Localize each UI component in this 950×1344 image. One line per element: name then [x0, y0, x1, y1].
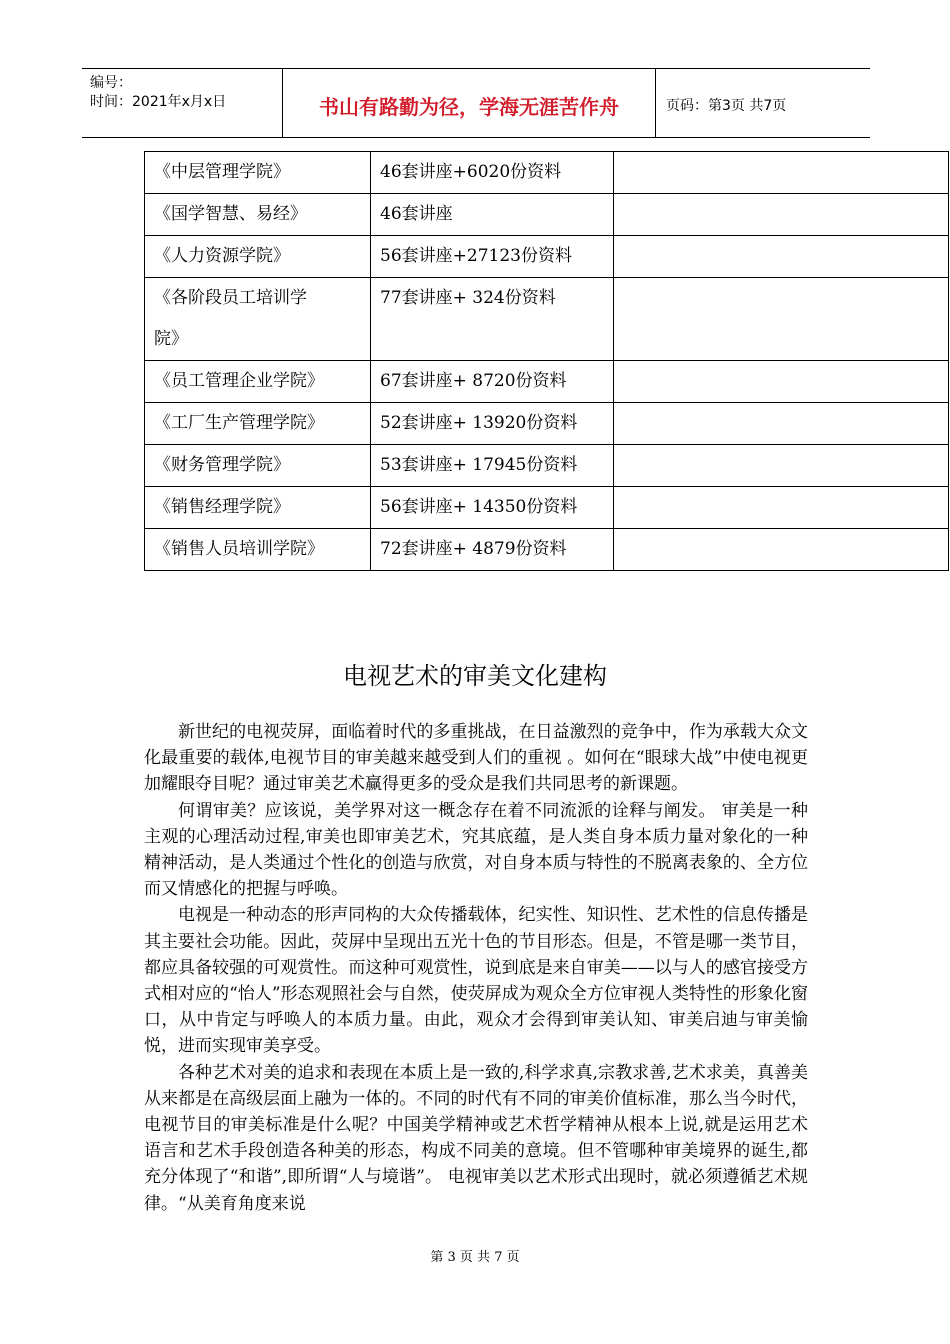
course-note [614, 152, 949, 194]
article-paragraph: 各种艺术对美的追求和表现在本质上是一致的,科学求真,宗教求善,艺术求美，真善美从来都是在高级层面上融为一体的。不同的时代有不同的审美价值标准，那么当今时代，电视节目的审美标准是什么呢？中国美学精神或艺术哲学精神从根本上说,就是运用艺术语言和艺术手段创造各种美的形态，构成不同美的意境。但不管哪种审美境界的诞生,都充分体现了“和谐”,即所谓“人与境谐”。 电视审美以艺术形式出现时，就必须遵循艺术规律。“从美育角度来说 [144, 1062, 808, 1214]
document-time-label: 时间：2021年x月x日 [90, 94, 227, 110]
course-content: 72套讲座+ 4879份资料 [371, 529, 614, 571]
course-table [144, 151, 949, 571]
course-note [614, 236, 949, 278]
article-title: 电视艺术的审美文化建构 [343, 662, 607, 690]
header-motto-cell [283, 69, 656, 137]
table-row [145, 236, 949, 278]
table-row [145, 278, 949, 361]
page-footer: 第 3 页 共 7 页 [430, 1250, 520, 1265]
course-note [614, 445, 949, 487]
course-note [614, 361, 949, 403]
course-note [614, 194, 949, 236]
table-row [145, 487, 949, 529]
course-name: 《财务管理学院》 [145, 445, 371, 487]
course-name: 《员工管理企业学院》 [145, 361, 371, 403]
article-paragraph: 新世纪的电视荧屏，面临着时代的多重挑战，在日益激烈的竞争中，作为承载大众文化最重要的载体,电视节目的审美越来越受到人们的重视 。如何在“眼球大战”中使电视更加耀眼夺目呢？通过审美艺术赢得更多的受众是我们共同思考的新课题。 [144, 722, 808, 795]
course-content: 46套讲座+6020份资料 [371, 152, 614, 194]
header-page-cell [656, 69, 870, 137]
course-name: 《各阶段员工培训学院》 [145, 278, 371, 361]
document-header [82, 68, 870, 138]
course-note [614, 403, 949, 445]
course-content: 77套讲座+ 324份资料 [371, 278, 614, 361]
article-paragraph: 何谓审美？应该说，美学界对这一概念存在着不同流派的诠释与阐发。 审美是一种主观的心理活动过程,审美也即审美艺术，究其底蕴，是人类自身本质力量对象化的一种精神活动，是人类通过个性化的创造与欣赏，对自身本质与特性的不脱离表象的、全方位而又情感化的把握与呼唤。 [144, 800, 808, 900]
course-content: 53套讲座+ 17945份资料 [371, 445, 614, 487]
header-motto: 书山有路勤为径，学海无涯苦作舟 [319, 95, 619, 119]
table-row [145, 529, 949, 571]
header-left-cell [82, 69, 283, 137]
course-note [614, 278, 949, 361]
article-body [144, 719, 808, 1217]
course-name: 《人力资源学院》 [145, 236, 371, 278]
course-content: 46套讲座 [371, 194, 614, 236]
table-row [145, 194, 949, 236]
header-page-info: 页码：第3页 共7页 [666, 98, 787, 114]
table-row [145, 361, 949, 403]
document-code-label: 编号： [90, 75, 132, 91]
course-note [614, 529, 949, 571]
course-content: 67套讲座+ 8720份资料 [371, 361, 614, 403]
table-row [145, 445, 949, 487]
article-paragraph: 电视是一种动态的形声同构的大众传播载体，纪实性、知识性、艺术性的信息传播是其主要社会功能。因此，荧屏中呈现出五光十色的节目形态。但是，不管是哪一类节目，都应具备较强的可观赏性。而这种可观赏性，说到底是来自审美——以与人的感官接受方式相对应的“怡人”形态观照社会与自然，使荧屏成为观众全方位审视人类特性的形象化窗口，从中肯定与呼唤人的本质力量。由此，观众才会得到审美认知、审美启迪与审美愉悦，进而实现审美享受。 [144, 905, 808, 1057]
course-content: 52套讲座+ 13920份资料 [371, 403, 614, 445]
course-name: 《国学智慧、易经》 [145, 194, 371, 236]
course-content: 56套讲座+ 14350份资料 [371, 487, 614, 529]
course-content: 56套讲座+27123份资料 [371, 236, 614, 278]
course-note [614, 487, 949, 529]
course-name: 《工厂生产管理学院》 [145, 403, 371, 445]
course-name: 《销售人员培训学院》 [145, 529, 371, 571]
course-name: 《中层管理学院》 [145, 152, 371, 194]
table-row [145, 152, 949, 194]
table-row [145, 403, 949, 445]
course-name: 《销售经理学院》 [145, 487, 371, 529]
